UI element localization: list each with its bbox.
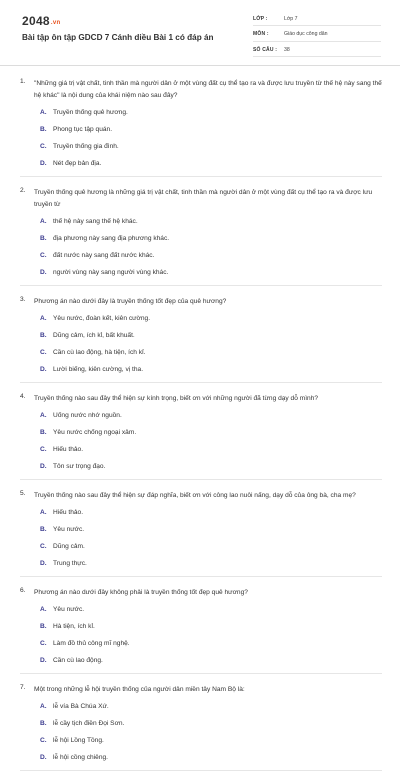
answer-option[interactable] (40, 344, 212, 361)
meta-table (253, 12, 381, 59)
option-letter: B. (40, 429, 47, 436)
meta-key: SỐ CÂU : (253, 46, 278, 53)
answer-option[interactable] (40, 698, 212, 715)
question-item (20, 78, 382, 172)
option-text: Hà tiện, ích kỉ. (53, 623, 95, 630)
answer-option[interactable] (40, 732, 212, 749)
question-item (20, 393, 382, 475)
option-letter: C. (40, 252, 47, 259)
option-text: Truyền thống quê hương. (53, 109, 128, 116)
option-text: thế hệ này sang thế hệ khác. (53, 218, 138, 225)
question-item (20, 684, 382, 766)
option-letter: C. (40, 640, 47, 647)
option-text: Cần cù lao động. (53, 657, 103, 664)
option-text: người vùng này sang người vùng khác. (53, 269, 169, 276)
question-text: Phương án nào dưới đây không phải là truyền thống tốt đẹp quê hương? (34, 589, 248, 596)
option-text: địa phương này sang địa phương khác. (53, 235, 170, 242)
answer-option[interactable] (40, 104, 212, 121)
answer-option[interactable] (40, 213, 212, 230)
question-number: 3. (20, 296, 26, 303)
answer-option[interactable] (40, 652, 212, 669)
answer-option[interactable] (40, 424, 212, 441)
option-text: Phong tục tập quán. (53, 126, 113, 133)
question-text: Phương án nào dưới đây là truyền thống tốt đẹp của quê hương? (34, 298, 227, 305)
answer-option[interactable] (40, 155, 212, 172)
option-letter: A. (40, 412, 47, 419)
option-letter: D. (40, 463, 47, 470)
meta-key: MÔN : (253, 31, 269, 37)
page-title: Bài tập ôn tập GDCD 7 Cánh diều Bài 1 có đáp án (22, 33, 214, 42)
question-divider (20, 382, 382, 383)
question-text: Một trong những lễ hội truyền thống của người dân miền tây Nam Bộ là: (34, 686, 245, 693)
question-number: 2. (20, 187, 26, 194)
option-text: Trung thực. (53, 560, 87, 567)
option-text: Tôn sư trọng đạo. (53, 463, 106, 470)
option-letter: B. (40, 235, 47, 242)
answer-options (40, 213, 382, 281)
answer-option[interactable] (40, 555, 212, 572)
option-letter: A. (40, 218, 47, 225)
option-letter: D. (40, 560, 47, 567)
option-text: Yêu nước, đoàn kết, kiên cường. (53, 315, 151, 322)
option-letter: D. (40, 366, 47, 373)
question-number: 6. (20, 587, 26, 594)
question-number: 7. (20, 684, 26, 691)
option-letter: D. (40, 269, 47, 276)
question-item (20, 187, 382, 281)
option-letter: B. (40, 720, 47, 727)
question-text: "Những giá trị vật chất, tinh thần mà người dân ở một vùng đất cụ thể tạo ra và được lưu truyền từ thế hệ này sang thế hệ khác" là nội dung của khái niệm nào sau đây? (34, 80, 382, 99)
meta-value: Giáo dục công dân (284, 31, 328, 37)
option-text: Truyền thống gia đình. (53, 143, 119, 150)
answer-options (40, 310, 382, 378)
meta-row-count (253, 43, 381, 57)
option-letter: D. (40, 754, 47, 761)
option-text: Dũng cảm. (53, 543, 85, 550)
question-list (0, 78, 400, 781)
option-text: Nét đẹp bản địa. (53, 160, 102, 167)
option-letter: A. (40, 109, 47, 116)
question-number: 5. (20, 490, 26, 497)
option-text: Yêu nước. (53, 526, 85, 533)
answer-option[interactable] (40, 538, 212, 555)
option-letter: A. (40, 606, 47, 613)
option-letter: B. (40, 526, 47, 533)
question-divider (20, 673, 382, 674)
question-item (20, 587, 382, 669)
option-letter: C. (40, 143, 47, 150)
option-letter: A. (40, 509, 47, 516)
question-text: Truyền thống quê hương là những giá trị vật chất, tinh thần mà người dân ở một vùng đất cụ thể tạo ra và được lưu truyền từ (34, 189, 373, 208)
option-text: Yêu nước. (53, 606, 85, 613)
question-item (20, 296, 382, 378)
question-text: Truyền thống nào sau đây thể hiện sự đáp nghĩa, biết ơn với công lao nuôi nấng, dạy dỗ của ông bà, cha mẹ? (34, 492, 356, 499)
option-letter: A. (40, 315, 47, 322)
option-text: Làm đồ thủ công mĩ nghệ. (53, 640, 130, 647)
answer-options (40, 407, 382, 475)
answer-option[interactable] (40, 230, 212, 247)
option-text: Hiếu thảo. (53, 509, 84, 516)
option-text: lễ hội cồng chiêng. (53, 754, 108, 761)
option-text: Lười biếng, kiên cường, vị tha. (53, 366, 144, 373)
logo-main-text: 2048 (22, 14, 50, 28)
option-text: Hiếu thảo. (53, 446, 84, 453)
option-text: lễ vía Bà Chúa Xứ. (53, 703, 109, 710)
answer-options (40, 104, 382, 172)
answer-option[interactable] (40, 247, 212, 264)
option-letter: B. (40, 126, 47, 133)
option-letter: C. (40, 446, 47, 453)
answer-option[interactable] (40, 749, 212, 766)
header-divider (0, 65, 400, 66)
question-number: 1. (20, 78, 26, 85)
question-divider (20, 285, 382, 286)
page-header (0, 0, 400, 66)
answer-option[interactable] (40, 458, 212, 475)
answer-option[interactable] (40, 635, 212, 652)
option-text: Cần cù lao động, hà tiện, ích kỉ. (53, 349, 146, 356)
answer-option[interactable] (40, 715, 212, 732)
meta-value: 38 (284, 46, 290, 53)
option-text: Yêu nước chống ngoại xâm. (53, 429, 137, 436)
answer-option[interactable] (40, 601, 212, 618)
answer-option[interactable] (40, 121, 212, 138)
question-divider (20, 770, 382, 771)
question-number: 4. (20, 393, 26, 400)
option-text: Uống nước nhớ nguồn. (53, 412, 122, 419)
answer-option[interactable] (40, 310, 212, 327)
answer-option[interactable] (40, 407, 212, 424)
option-letter: C. (40, 543, 47, 550)
meta-value: Lớp 7 (284, 15, 298, 22)
answer-option[interactable] (40, 441, 212, 458)
answer-option[interactable] (40, 138, 212, 155)
answer-option[interactable] (40, 521, 212, 538)
question-divider (20, 176, 382, 177)
option-letter: C. (40, 737, 47, 744)
answer-option[interactable] (40, 504, 212, 521)
question-item (20, 490, 382, 572)
answer-option[interactable] (40, 327, 212, 344)
answer-option[interactable] (40, 618, 212, 635)
answer-options (40, 601, 382, 669)
meta-key: LỚP : (253, 15, 268, 22)
question-divider (20, 576, 382, 577)
question-text: Truyền thống nào sau đây thể hiện sự kính trọng, biết ơn với những người đã từng dạy dỗ mình? (34, 395, 319, 402)
answer-option[interactable] (40, 264, 212, 281)
site-logo[interactable] (22, 14, 60, 28)
answer-options (40, 698, 382, 766)
option-letter: B. (40, 332, 47, 339)
option-text: Dũng cảm, ích kỉ, bất khuất. (53, 332, 135, 339)
option-letter: B. (40, 623, 47, 630)
option-letter: D. (40, 657, 47, 664)
option-text: đất nước này sang đất nước khác. (53, 252, 155, 259)
option-letter: D. (40, 160, 47, 167)
meta-row-grade (253, 12, 381, 26)
meta-row-subject (253, 28, 381, 42)
option-text: lễ cầy tịch điền Đọi Sơn. (53, 720, 125, 727)
option-letter: C. (40, 349, 47, 356)
question-divider (20, 479, 382, 480)
logo-suffix-text: .vn (50, 20, 61, 26)
answer-option[interactable] (40, 361, 212, 378)
option-letter: A. (40, 703, 47, 710)
option-text: lễ hội Lồng Tồng. (53, 737, 104, 744)
answer-options (40, 504, 382, 572)
